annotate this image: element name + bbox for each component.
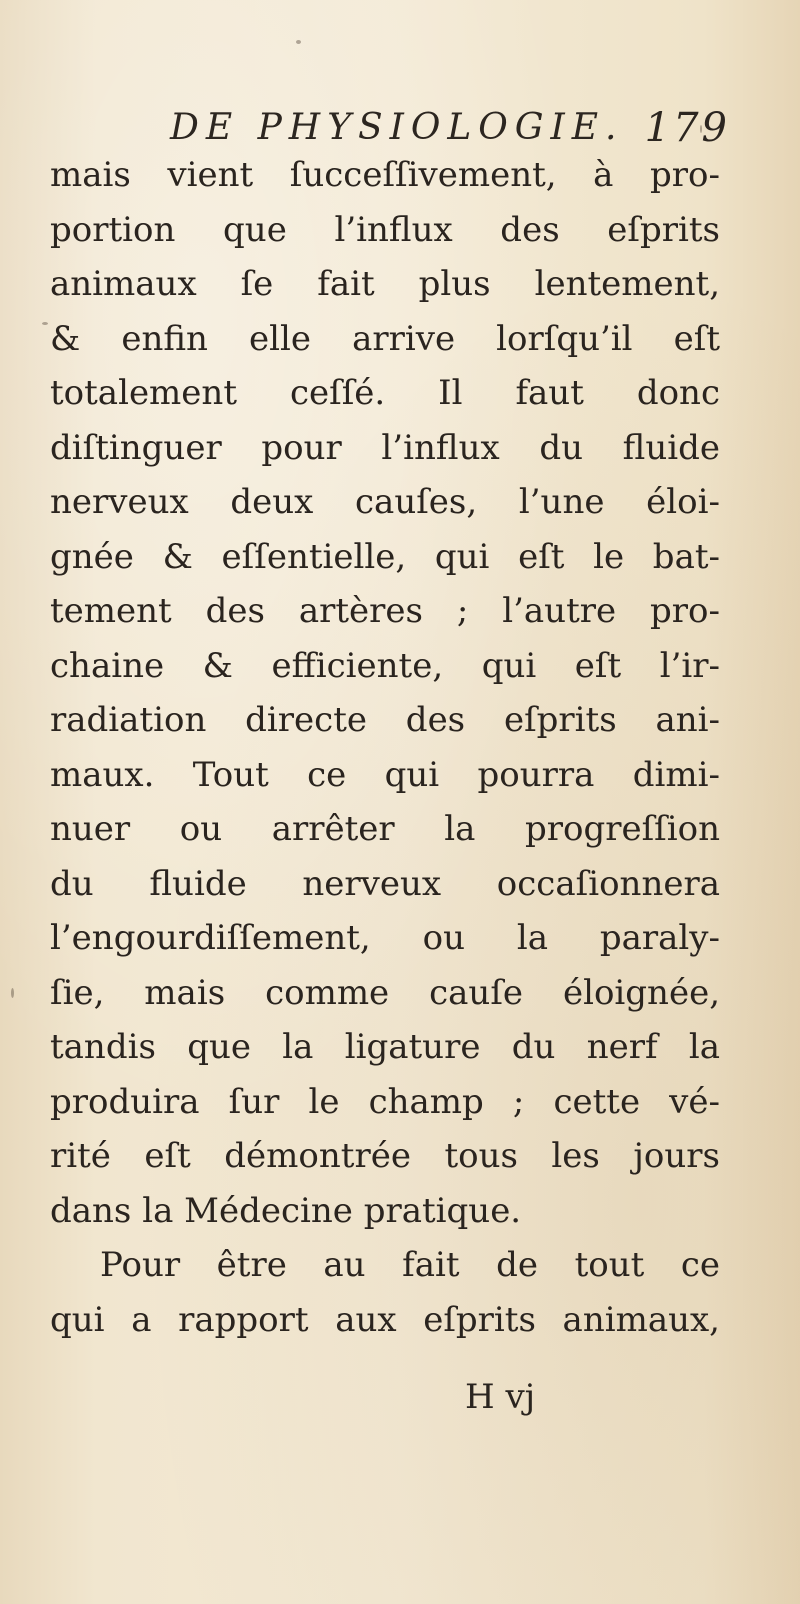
page-number: 179 [644, 105, 730, 151]
text-line: chaine & efficiente, qui eſt l’ir- [50, 645, 720, 686]
text-line: du fluide nerveux occaſionnera [50, 863, 720, 904]
text-line: nuer ou arrêter la progreſſion [50, 809, 720, 849]
paper-speck [700, 125, 702, 133]
text-line: tement des artères ; l’autre pro- [50, 591, 720, 631]
text-line: gnée & eſſentielle, qui eſt le bat- [50, 536, 720, 577]
text-line: totalement ceſſé. Il faut donc [50, 373, 720, 413]
paper-speck [11, 988, 14, 998]
text-line: radiation directe des eſprits ani- [50, 700, 720, 740]
text-line: animaux ſe fait plus lentement, [50, 264, 720, 304]
text-line: qui a rapport aux eſprits animaux, [50, 1299, 720, 1340]
text-line: dans la Médecine pratique. [50, 1190, 522, 1231]
text-line: nerveux deux cauſes, l’une éloi- [50, 482, 720, 522]
text-line: tandis que la ligature du nerf la [50, 1027, 720, 1067]
body-text [50, 148, 720, 1347]
running-head: DE PHYSIOLOGIE. [170, 107, 624, 148]
text-line: Pour être au fait de tout ce [100, 1245, 720, 1285]
text-line: diſtinguer pour l’influx du fluide [50, 427, 720, 468]
text-line: l’engourdiſſement, ou la paraly- [50, 918, 720, 958]
paper-speck [42, 322, 48, 325]
page-header [170, 102, 730, 154]
text-line: & enfin elle arrive lorſqu’il eſt [50, 318, 720, 359]
text-line: portion que l’influx des eſprits [50, 209, 720, 250]
paper-speck [296, 40, 301, 44]
text-line: ſie, mais comme cauſe éloignée, [50, 972, 720, 1013]
text-line: maux. Tout ce qui pourra dimi- [50, 754, 720, 795]
text-line: rité eſt démontrée tous les jours [50, 1136, 720, 1176]
text-line: produira ſur le champ ; cette vé- [50, 1081, 720, 1122]
catchword: H vj [465, 1377, 536, 1417]
text-line: mais vient ſucceſſivement, à pro- [50, 155, 720, 195]
